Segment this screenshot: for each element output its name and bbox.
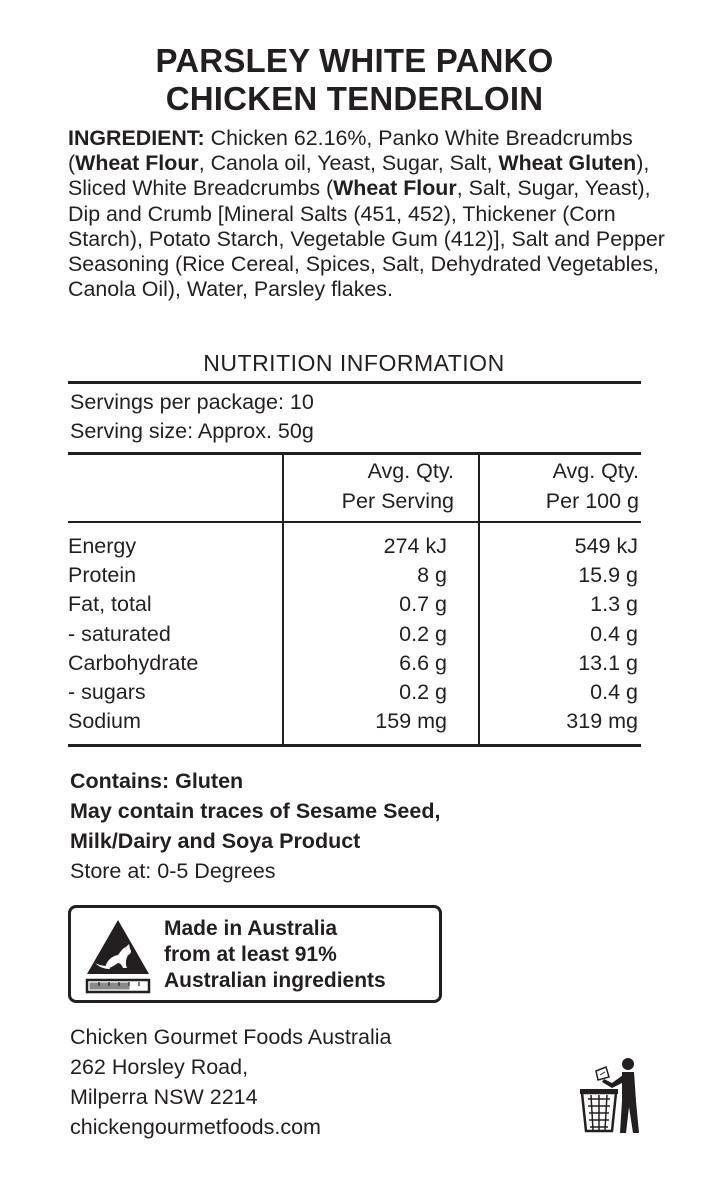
nutrition-top-rule (68, 381, 641, 384)
per-serving-value: 0.2 g (399, 621, 447, 646)
product-title-line2: CHICKEN TENDERLOIN (165, 80, 544, 117)
column-header-per-serving-line2: Per Serving (341, 489, 454, 513)
origin-text (164, 916, 386, 994)
nutrition-heading: NUTRITION INFORMATION (203, 350, 505, 376)
servings-info (70, 388, 314, 446)
per-100g-value: 0.4 g (590, 679, 638, 704)
nutrition-row (68, 707, 640, 736)
serving-size: Serving size: Approx. 50g (70, 419, 314, 443)
may-contain-line1: May contain traces of Sesame Seed, (70, 799, 441, 823)
nutrient-label: Sodium (68, 709, 141, 734)
table-header-rule (68, 452, 641, 455)
country-of-origin-label (68, 905, 442, 1003)
table-bottom-rule (68, 744, 641, 747)
per-serving-value: 0.7 g (399, 592, 447, 617)
column-header-per-100g (486, 456, 639, 516)
nutrient-label: Carbohydrate (68, 650, 199, 675)
per-serving-value: 274 kJ (383, 534, 447, 558)
nutrition-row (68, 532, 640, 561)
manufacturer-address (70, 1022, 391, 1142)
nutrient-label: - saturated (68, 621, 171, 646)
ingredients-text-4: , Salt, Sugar, Yeast), Dip and Crumb [Mineral Salts (451, 452), Thickener (Corn Starch), Potato Starch, Vegetable Gum (412)], Salt and Pepper Seasoning (Rice Cereal, Spices, Salt, Dehydrated Vegetables, Canola Oil), Water, Parsley flakes. (68, 176, 665, 302)
servings-per-package: Servings per package: 10 (70, 390, 314, 414)
allergen-wheat-flour: Wheat Flour (75, 151, 199, 176)
per-serving-value: 8 g (417, 563, 447, 588)
per-100g-value: 15.9 g (578, 563, 638, 588)
column-header-per-serving (290, 456, 454, 516)
per-serving-value: 159 mg (375, 709, 447, 734)
ingredients-list (68, 126, 668, 302)
column-header-per-100g-line1: Avg. Qty. (552, 459, 639, 483)
kangaroo-triangle-icon (85, 918, 151, 994)
suburb-state-postcode: Milperra NSW 2214 (70, 1085, 258, 1109)
nutrient-label: Energy (68, 534, 137, 558)
storage-instruction: Store at: 0-5 Degrees (70, 859, 276, 883)
per-100g-value: 13.1 g (578, 650, 638, 675)
per-100g-value: 1.3 g (590, 592, 638, 617)
per-serving-value: 6.6 g (399, 650, 447, 675)
ingredients-text-3: ), Sliced White Breadcrumbs ( (68, 151, 650, 201)
company-name: Chicken Gourmet Foods Australia (70, 1025, 392, 1049)
per-100g-value: 0.4 g (590, 621, 638, 646)
ingredients-text-2: , Canola oil, Yeast, Sugar, Salt, (198, 151, 499, 176)
column-header-per-serving-line1: Avg. Qty. (367, 459, 454, 483)
allergen-wheat-gluten: Wheat Gluten (498, 151, 637, 176)
ingredients-heading: INGREDIENT: (68, 126, 205, 150)
allergen-wheat-flour-2: Wheat Flour (333, 176, 457, 201)
nutrition-row (68, 620, 640, 649)
nutrition-row (68, 590, 640, 619)
product-title-line1: PARSLEY WHITE PANKO (155, 42, 554, 79)
column-header-per-100g-line2: Per 100 g (545, 489, 639, 513)
street-address: 262 Horsley Road, (70, 1055, 249, 1079)
nutrition-row (68, 649, 640, 678)
nutrient-label: - sugars (68, 679, 146, 704)
nutrient-label: Fat, total (68, 592, 152, 617)
per-serving-value: 0.2 g (399, 679, 447, 704)
tidyman-bin-icon (578, 1055, 648, 1135)
nutrition-row (68, 678, 640, 707)
contains-statement: Contains: Gluten (70, 769, 244, 793)
per-100g-value: 549 kJ (574, 534, 638, 558)
nutrition-row (68, 561, 640, 590)
origin-text-line2: from at least 91% (164, 943, 337, 966)
origin-text-line3: Australian ingredients (164, 969, 386, 992)
origin-text-line1: Made in Australia (164, 917, 338, 940)
table-header-bottom-rule (68, 521, 641, 523)
allergen-statement (70, 766, 440, 856)
nutrient-label: Protein (68, 563, 137, 588)
product-title (0, 42, 709, 118)
nutrition-rows (68, 532, 640, 736)
ingredients-text-1: Chicken 62.16%, Panko White Breadcrumbs ( (68, 126, 633, 176)
per-100g-value: 319 mg (566, 709, 638, 734)
website: chickengourmetfoods.com (70, 1115, 321, 1139)
may-contain-line2: Milk/Dairy and Soya Product (70, 829, 361, 853)
